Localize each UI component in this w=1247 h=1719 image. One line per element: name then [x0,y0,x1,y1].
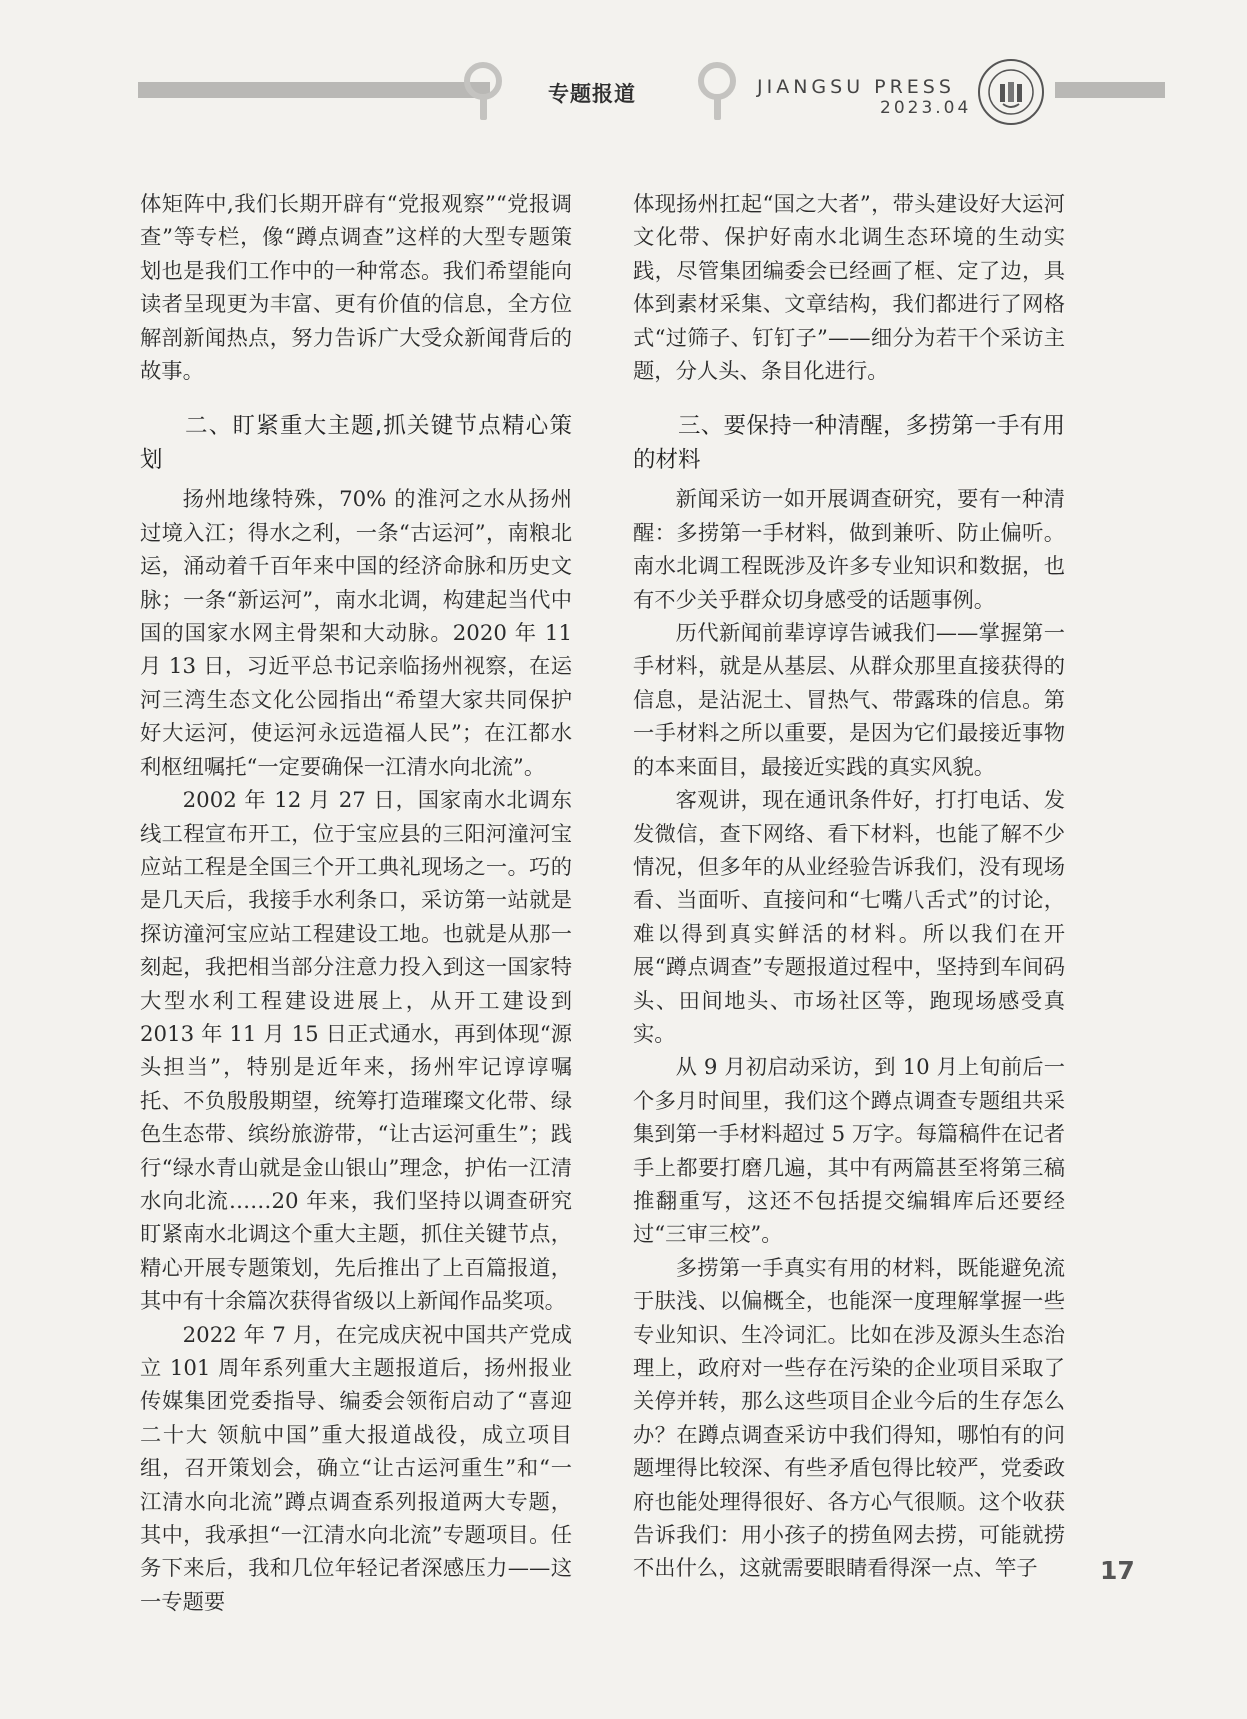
right-column [633,188,1065,1586]
paragraph: 多捞第一手真实有用的材料，既能避免流于肤浅、以偏概全，也能深一度理解掌握一些专业知识、生冷词汇。比如在涉及源头生态治理上，政府对一些存在污染的企业项目采取了关停并转，那么这些项目企业今后的生存怎么办？在蹲点调查采访中我们得知，哪怕有的问题埋得比较深、有些矛盾包得比较严，党委政府也能处理得很好、各方心气很顺。这个收获告诉我们：用小孩子的捞鱼网去捞，可能就捞不出什么，这就需要眼睛看得深一点、竿子 [633,1255,1065,1582]
paragraph: 2002 年 12 月 27 日，国家南水北调东线工程宣布开工，位于宝应县的三阳河潼河宝应站工程是全国三个开工典礼现场之一。巧的是几天后，我接手水利条口，采访第一站就是探访潼河宝应站工程建设工地。也就是从那一刻起，我把相当部分注意力投入到这一国家特大型水利工程建设进展上，从开工建设到 2013 年 11 月 15 日正式通水，再到体现“源头担当”，特别是近年来，扬州牢记谆谆嘱托、不负殷殷期望，统筹打造璀璨文化带、绿色生态带、缤纷旅游带，“让古运河重生”；践行“绿水青山就是金山银山”理念，护佑一江清水向北流……20 年来，我们坚持以调查研究盯紧南水北调这个重大主题，抓住关键节点，精心开展专题策划，先后推出了上百篇报道，其中有十余篇次获得省级以上新闻作品奖项。 [140,788,572,1315]
paragraph: 体现扬州扛起“国之大者”，带头建设好大运河文化带、保护好南水北调生态环境的生动实践，尽管集团编委会已经画了框、定了边，具体到素材采集、文章结构，我们都进行了网格式“过筛子、钉钉子”——细分为若干个采访主题，分人头、条目化进行。 [633,192,1065,385]
jiangsu-press-logo-icon [977,58,1045,126]
paragraph: 2022 年 7 月，在完成庆祝中国共产党成立 101 周年系列重大主题报道后，扬州报业传媒集团党委指导、编委会领衔启动了“喜迎二十大 领航中国”重大报道战役，成立项目组，召开策划会，确立“让古运河重生”和“一江清水向北流”蹲点调查系列报道两大专题，其中，我承担“一江清水向北流”专题项目。任务下来后，我和几位年轻记者深感压力——这一专题要 [140,1322,572,1615]
section-heading: 二、盯紧重大主题,抓关键节点精心策划 [140,413,572,474]
section-title: 专题报道 [548,82,636,106]
page-number: 17 [1100,1556,1135,1585]
section-heading: 三、要保持一种清醒，多捞第一手有用的材料 [633,413,1065,474]
paragraph: 新闻采访一如开展调查研究，要有一种清醒：多捞第一手材料，做到兼听、防止偏听。南水北调工程既涉及许多专业知识和数据，也有不少关乎群众切身感受的话题事例。 [633,487,1065,613]
paragraph: 历代新闻前辈谆谆告诫我们——掌握第一手材料，就是从基层、从群众那里直接获得的信息，是沾泥土、冒热气、带露珠的信息。第一手材料之所以重要，是因为它们最接近事物的本来面目，最接近实践的真实风貌。 [633,621,1065,780]
left-column [140,188,572,1619]
header-bar-right [1055,82,1165,98]
paragraph: 体矩阵中,我们长期开辟有“党报观察”“党报调查”等专栏，像“蹲点调查”这样的大型专题策划也是我们工作中的一种常态。我们希望能向读者呈现更为丰富、更有价值的信息，全方位解剖新闻热点，努力告诉广大受众新闻背后的故事。 [140,192,572,385]
paragraph: 扬州地缘特殊，70% 的淮河之水从扬州过境入江；得水之利，一条“古运河”，南粮北运，涌动着千百年来中国的经济命脉和历史文脉；一条“新运河”，南水北调，构建起当代中国的国家水网主骨架和大动脉。2020 年 11 月 13 日，习近平总书记亲临扬州视察，在运河三湾生态文化公园指出“希望大家共同保护好大运河，使运河永远造福人民”；在江都水利枢纽嘱托“一定要确保一江清水向北流”。 [140,487,572,780]
issue-number: 2023.04 [880,98,972,118]
paragraph: 客观讲，现在通讯条件好，打打电话、发发微信，查下网络、看下材料，也能了解不少情况，但多年的从业经验告诉我们，没有现场看、当面听、直接问和“七嘴八舌式”的讨论，难以得到真实鲜活的材料。所以我们在开展“蹲点调查”专题报道过程中，坚持到车间码头、田间地头、市场社区等，跑现场感受真实。 [633,788,1065,1047]
pin-icon [698,62,736,120]
pin-icon [464,62,502,120]
press-name: JIANGSU PRESS [757,76,955,98]
paragraph: 从 9 月初启动采访，到 10 月上旬前后一个多月时间里，我们这个蹲点调查专题组共采集到第一手材料超过 5 万字。每篇稿件在记者手上都要打磨几遍，其中有两篇甚至将第三稿推翻重写，这还不包括提交编辑库后还要经过“三审三校”。 [633,1055,1065,1248]
header-bar-left [138,82,490,98]
